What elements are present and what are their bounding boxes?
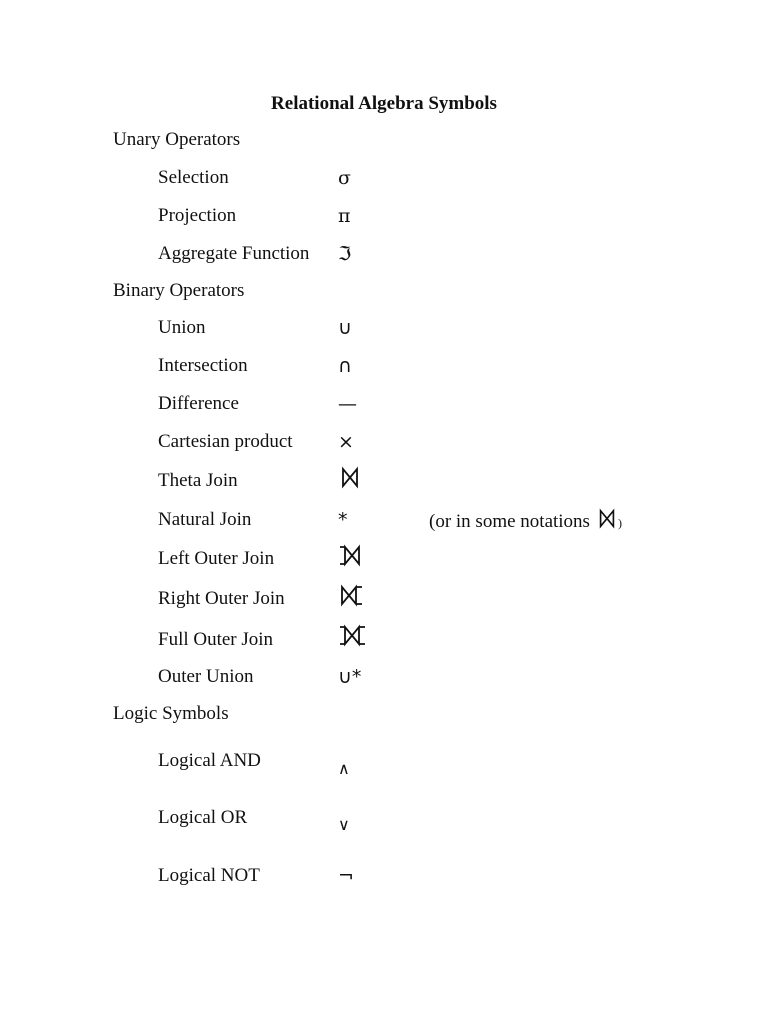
difference-symbol: — [338, 393, 357, 415]
left-outer-join-icon [338, 544, 368, 568]
row-label-left-outer-join: Left Outer Join [158, 548, 275, 569]
row-label-logical-and: Logical AND [158, 750, 261, 771]
row-label-selection: Selection [158, 167, 229, 188]
logical-and-symbol: ∧ [338, 759, 350, 778]
section-heading-logic: Logic Symbols [113, 703, 229, 724]
bowtie-icon [338, 466, 362, 490]
theta-join-symbol [338, 466, 362, 490]
aggregate-function-symbol: ℑ [338, 243, 352, 265]
row-label-aggregate-function: Aggregate Function [158, 243, 310, 264]
union-symbol: ∪ [338, 317, 352, 339]
row-label-intersection: Intersection [158, 355, 248, 376]
intersection-symbol: ∩ [338, 355, 352, 377]
left-outer-join-symbol [338, 544, 368, 568]
row-label-logical-or: Logical OR [158, 807, 248, 828]
natural-join-note-text: (or in some notations [429, 511, 590, 532]
row-label-theta-join: Theta Join [158, 470, 238, 491]
right-outer-join-symbol [338, 584, 368, 608]
row-label-right-outer-join: Right Outer Join [158, 588, 285, 609]
selection-symbol: σ [338, 167, 351, 189]
outer-union-symbol: ∪* [338, 666, 362, 688]
row-label-union: Union [158, 317, 206, 338]
row-label-natural-join: Natural Join [158, 509, 252, 530]
row-label-cartesian-product: Cartesian product [158, 431, 293, 452]
logical-not-symbol: ¬ [338, 865, 354, 887]
natural-join-note [429, 508, 622, 537]
row-label-logical-not: Logical NOT [158, 865, 260, 886]
full-outer-join-symbol [338, 624, 374, 648]
cartesian-product-symbol: × [338, 431, 354, 453]
row-label-difference: Difference [158, 393, 239, 414]
natural-join-symbol: * [338, 509, 348, 531]
row-label-outer-union: Outer Union [158, 666, 254, 687]
projection-symbol: π [338, 205, 351, 227]
logical-or-symbol: ∨ [338, 815, 350, 834]
page-title: Relational Algebra Symbols [271, 93, 497, 114]
row-label-full-outer-join: Full Outer Join [158, 629, 274, 650]
natural-join-note-close: ) [617, 516, 622, 530]
right-outer-join-icon [338, 584, 368, 608]
bowtie-icon [596, 508, 618, 530]
section-heading-unary: Unary Operators [113, 129, 241, 150]
row-label-projection: Projection [158, 205, 237, 226]
full-outer-join-icon [338, 624, 374, 648]
natural-join-alt-symbol [596, 508, 618, 537]
section-heading-binary: Binary Operators [113, 280, 245, 301]
